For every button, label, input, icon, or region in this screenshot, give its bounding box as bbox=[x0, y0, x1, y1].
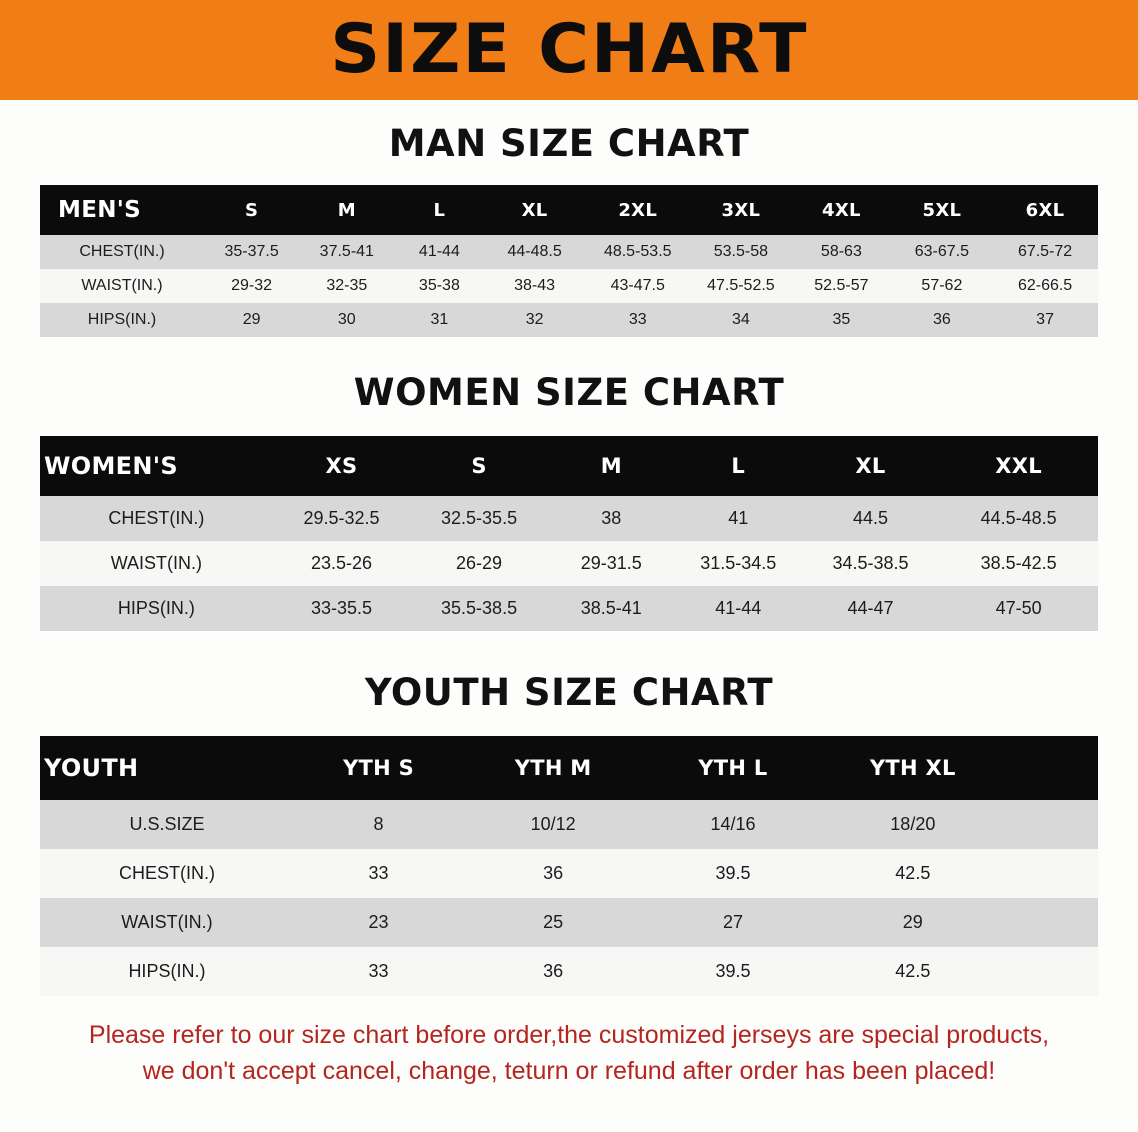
women-header-cell: XS bbox=[273, 436, 411, 496]
table-cell: 25 bbox=[463, 898, 643, 947]
table-cell: 34.5-38.5 bbox=[802, 541, 940, 586]
row-label: HIPS(IN.) bbox=[40, 303, 204, 337]
table-cell: 39.5 bbox=[643, 849, 823, 898]
women-header-cell: XL bbox=[802, 436, 940, 496]
table-row bbox=[40, 849, 1098, 898]
table-row bbox=[40, 586, 1098, 631]
women-size-table bbox=[40, 436, 1098, 631]
table-cell: 29 bbox=[204, 303, 299, 337]
table-cell: 33-35.5 bbox=[273, 586, 411, 631]
table-header-row bbox=[40, 436, 1098, 496]
table-cell: 35-37.5 bbox=[204, 235, 299, 269]
header-banner bbox=[0, 0, 1138, 100]
man-section-title: MAN SIZE CHART bbox=[388, 122, 750, 165]
table-cell-empty bbox=[1003, 800, 1098, 849]
table-cell: 47.5-52.5 bbox=[691, 269, 792, 303]
men-header-cell: S bbox=[204, 185, 299, 235]
table-cell: 44.5-48.5 bbox=[939, 496, 1098, 541]
table-cell: 44-48.5 bbox=[484, 235, 585, 269]
table-cell: 33 bbox=[294, 947, 463, 996]
row-label: CHEST(IN.) bbox=[40, 496, 273, 541]
men-header-cell: 3XL bbox=[691, 185, 792, 235]
youth-header-cell: YTH S bbox=[294, 736, 463, 800]
table-cell: 26-29 bbox=[410, 541, 548, 586]
table-row bbox=[40, 898, 1098, 947]
women-header-cell: XXL bbox=[939, 436, 1098, 496]
table-row bbox=[40, 947, 1098, 996]
table-cell: 31.5-34.5 bbox=[675, 541, 802, 586]
table-row bbox=[40, 496, 1098, 541]
disclaimer-line-1: Please refer to our size chart before order,the customized jerseys are special products, bbox=[88, 1021, 1050, 1049]
table-cell: 53.5-58 bbox=[691, 235, 792, 269]
men-header-cell: MEN'S bbox=[40, 185, 204, 235]
table-cell: 44-47 bbox=[802, 586, 940, 631]
table-row bbox=[40, 800, 1098, 849]
table-cell: 29 bbox=[823, 898, 1003, 947]
youth-header-cell: YOUTH bbox=[40, 736, 294, 800]
table-cell-empty bbox=[1003, 898, 1098, 947]
row-label: U.S.SIZE bbox=[40, 800, 294, 849]
men-header-cell: XL bbox=[484, 185, 585, 235]
table-cell: 29.5-32.5 bbox=[273, 496, 411, 541]
table-cell: 38.5-41 bbox=[548, 586, 675, 631]
table-cell: 27 bbox=[643, 898, 823, 947]
table-cell: 39.5 bbox=[643, 947, 823, 996]
table-cell: 36 bbox=[463, 947, 643, 996]
table-cell: 23 bbox=[294, 898, 463, 947]
table-cell: 35.5-38.5 bbox=[410, 586, 548, 631]
youth-header-cell: YTH L bbox=[643, 736, 823, 800]
table-cell: 37 bbox=[992, 303, 1098, 337]
table-cell: 41-44 bbox=[675, 586, 802, 631]
disclaimer-line-2: we don't accept cancel, change, teturn or refund after order has been placed! bbox=[142, 1056, 996, 1085]
table-header-row bbox=[40, 736, 1098, 800]
table-cell: 41 bbox=[675, 496, 802, 541]
table-cell: 29-32 bbox=[204, 269, 299, 303]
row-label: CHEST(IN.) bbox=[40, 235, 204, 269]
table-cell: 38.5-42.5 bbox=[939, 541, 1098, 586]
men-header-cell: 5XL bbox=[892, 185, 993, 235]
table-cell: 38 bbox=[548, 496, 675, 541]
table-cell: 63-67.5 bbox=[892, 235, 993, 269]
men-header-cell: 2XL bbox=[585, 185, 691, 235]
table-cell: 8 bbox=[294, 800, 463, 849]
table-cell: 31 bbox=[394, 303, 484, 337]
youth-table-wrapper bbox=[40, 736, 1098, 996]
table-row bbox=[40, 269, 1098, 303]
women-header-cell: S bbox=[410, 436, 548, 496]
table-cell: 42.5 bbox=[823, 849, 1003, 898]
men-header-cell: 4XL bbox=[791, 185, 892, 235]
table-cell: 36 bbox=[463, 849, 643, 898]
women-header-cell: L bbox=[675, 436, 802, 496]
table-cell: 10/12 bbox=[463, 800, 643, 849]
table-row bbox=[40, 235, 1098, 269]
row-label: CHEST(IN.) bbox=[40, 849, 294, 898]
table-cell: 42.5 bbox=[823, 947, 1003, 996]
youth-header-cell: YTH M bbox=[463, 736, 643, 800]
page-title: SIZE CHART bbox=[329, 10, 809, 89]
table-cell: 23.5-26 bbox=[273, 541, 411, 586]
table-cell: 38-43 bbox=[484, 269, 585, 303]
table-cell: 44.5 bbox=[802, 496, 940, 541]
row-label: WAIST(IN.) bbox=[40, 269, 204, 303]
row-label: WAIST(IN.) bbox=[40, 898, 294, 947]
table-cell: 36 bbox=[892, 303, 993, 337]
table-cell: 37.5-41 bbox=[299, 235, 394, 269]
table-cell: 35 bbox=[791, 303, 892, 337]
table-cell: 33 bbox=[294, 849, 463, 898]
youth-section-title: YOUTH SIZE CHART bbox=[364, 671, 774, 714]
men-header-cell: M bbox=[299, 185, 394, 235]
table-cell: 41-44 bbox=[394, 235, 484, 269]
table-cell: 32-35 bbox=[299, 269, 394, 303]
table-cell: 29-31.5 bbox=[548, 541, 675, 586]
table-cell: 14/16 bbox=[643, 800, 823, 849]
women-table-wrapper bbox=[40, 436, 1098, 631]
table-cell: 33 bbox=[585, 303, 691, 337]
table-cell-empty bbox=[1003, 947, 1098, 996]
table-cell: 67.5-72 bbox=[992, 235, 1098, 269]
table-cell: 30 bbox=[299, 303, 394, 337]
men-header-cell: 6XL bbox=[992, 185, 1098, 235]
youth-header-spacer bbox=[1003, 736, 1098, 800]
table-cell: 34 bbox=[691, 303, 792, 337]
table-cell: 58-63 bbox=[791, 235, 892, 269]
table-cell: 18/20 bbox=[823, 800, 1003, 849]
table-row bbox=[40, 303, 1098, 337]
men-header-cell: L bbox=[394, 185, 484, 235]
youth-size-table bbox=[40, 736, 1098, 996]
row-label: HIPS(IN.) bbox=[40, 947, 294, 996]
table-cell: 48.5-53.5 bbox=[585, 235, 691, 269]
youth-header-cell: YTH XL bbox=[823, 736, 1003, 800]
table-cell: 35-38 bbox=[394, 269, 484, 303]
women-header-cell: M bbox=[548, 436, 675, 496]
women-header-cell: WOMEN'S bbox=[40, 436, 273, 496]
row-label: WAIST(IN.) bbox=[40, 541, 273, 586]
row-label: HIPS(IN.) bbox=[40, 586, 273, 631]
man-table-wrapper bbox=[40, 185, 1098, 337]
table-header-row bbox=[40, 185, 1098, 235]
disclaimer-note bbox=[34, 1018, 1104, 1089]
table-cell: 47-50 bbox=[939, 586, 1098, 631]
table-cell: 32 bbox=[484, 303, 585, 337]
women-section-title: WOMEN SIZE CHART bbox=[353, 371, 785, 414]
men-size-table bbox=[40, 185, 1098, 337]
table-cell: 43-47.5 bbox=[585, 269, 691, 303]
table-cell: 52.5-57 bbox=[791, 269, 892, 303]
table-row bbox=[40, 541, 1098, 586]
table-cell: 32.5-35.5 bbox=[410, 496, 548, 541]
table-cell: 62-66.5 bbox=[992, 269, 1098, 303]
table-cell: 57-62 bbox=[892, 269, 993, 303]
table-cell-empty bbox=[1003, 849, 1098, 898]
